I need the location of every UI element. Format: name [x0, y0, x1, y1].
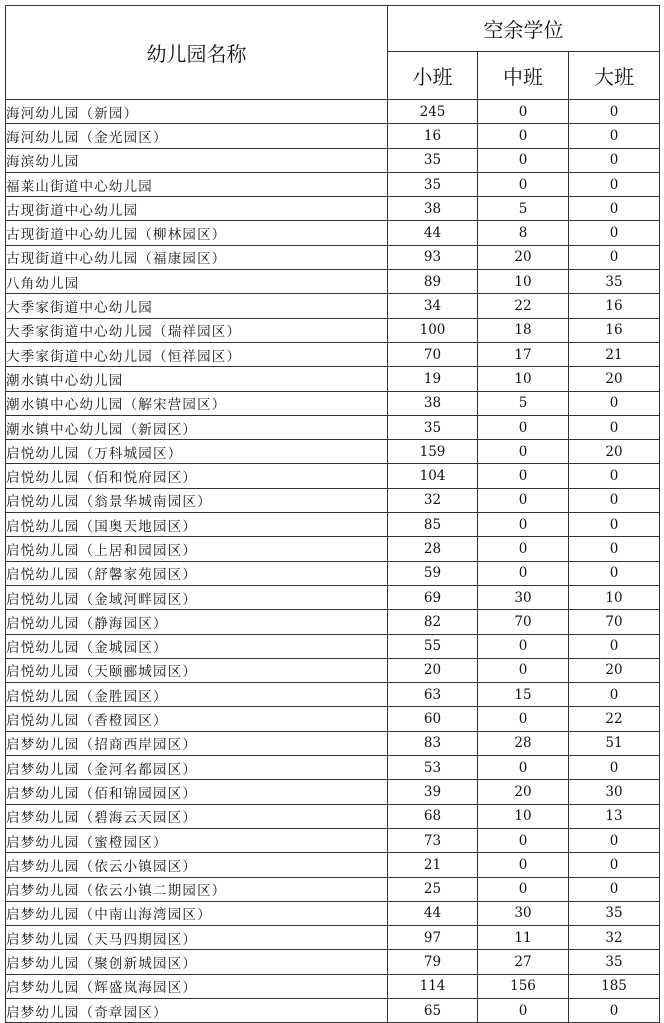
table-row: [6, 950, 660, 974]
middle-class-cell: 5: [478, 197, 569, 221]
small-class-cell: 93: [388, 245, 478, 269]
small-class-cell: 59: [388, 561, 478, 585]
middle-class-cell: 20: [478, 780, 569, 804]
kindergarten-name-cell: 启梦幼儿园（天马四期园区）: [6, 926, 388, 950]
large-class-cell: 185: [569, 974, 660, 998]
large-class-cell: 0: [569, 464, 660, 488]
small-class-cell: 53: [388, 756, 478, 780]
kindergarten-name-cell: 启悦幼儿园（万科城园区）: [6, 440, 388, 464]
large-class-cell: 35: [569, 901, 660, 925]
large-class-cell: 35: [569, 950, 660, 974]
small-class-cell: 25: [388, 877, 478, 901]
kindergarten-name-cell: 启悦幼儿园（上居和园园区）: [6, 537, 388, 561]
middle-class-cell: 15: [478, 683, 569, 707]
middle-class-cell: 30: [478, 901, 569, 925]
table-row: [6, 513, 660, 537]
middle-class-cell: 10: [478, 367, 569, 391]
small-class-cell: 245: [388, 100, 478, 124]
middle-class-cell: 28: [478, 731, 569, 755]
kindergarten-name-cell: 启悦幼儿园（舒馨家苑园区）: [6, 561, 388, 585]
small-class-cell: 159: [388, 440, 478, 464]
table-row: [6, 415, 660, 439]
header-small-class: 小班: [388, 52, 478, 100]
middle-class-cell: 11: [478, 926, 569, 950]
small-class-cell: 20: [388, 658, 478, 682]
kindergarten-name-cell: 古现街道中心幼儿园: [6, 197, 388, 221]
table-row: [6, 683, 660, 707]
kindergarten-name-cell: 海滨幼儿园: [6, 148, 388, 172]
middle-class-cell: 22: [478, 294, 569, 318]
table-header: [6, 6, 660, 100]
middle-class-cell: 30: [478, 585, 569, 609]
kindergarten-name-cell: 古现街道中心幼儿园（柳林园区）: [6, 221, 388, 245]
kindergarten-name-cell: 启悦幼儿园（国奥天地园区）: [6, 513, 388, 537]
table-row: [6, 464, 660, 488]
kindergarten-name-cell: 启悦幼儿园（金城园区）: [6, 634, 388, 658]
table-row: [6, 172, 660, 196]
large-class-cell: 70: [569, 610, 660, 634]
small-class-cell: 32: [388, 488, 478, 512]
kindergarten-name-cell: 启悦幼儿园（天颐郦城园区）: [6, 658, 388, 682]
table-row: [6, 901, 660, 925]
table-row: [6, 707, 660, 731]
small-class-cell: 39: [388, 780, 478, 804]
middle-class-cell: 0: [478, 124, 569, 148]
table-row: [6, 124, 660, 148]
large-class-cell: 30: [569, 780, 660, 804]
table-row: [6, 756, 660, 780]
small-class-cell: 60: [388, 707, 478, 731]
large-class-cell: 0: [569, 634, 660, 658]
small-class-cell: 68: [388, 804, 478, 828]
kindergarten-name-cell: 启梦幼儿园（招商西岸园区）: [6, 731, 388, 755]
table-row: [6, 367, 660, 391]
large-class-cell: 0: [569, 853, 660, 877]
large-class-cell: 10: [569, 585, 660, 609]
small-class-cell: 16: [388, 124, 478, 148]
kindergarten-name-cell: 八角幼儿园: [6, 270, 388, 294]
middle-class-cell: 0: [478, 634, 569, 658]
table-row: [6, 877, 660, 901]
middle-class-cell: 0: [478, 148, 569, 172]
large-class-cell: 0: [569, 124, 660, 148]
large-class-cell: 20: [569, 658, 660, 682]
kindergarten-name-cell: 启悦幼儿园（金胜园区）: [6, 683, 388, 707]
table-row: [6, 342, 660, 366]
middle-class-cell: 17: [478, 342, 569, 366]
kindergarten-name-cell: 启悦幼儿园（翁景华城南园区）: [6, 488, 388, 512]
middle-class-cell: 0: [478, 853, 569, 877]
small-class-cell: 104: [388, 464, 478, 488]
middle-class-cell: 0: [478, 100, 569, 124]
middle-class-cell: 70: [478, 610, 569, 634]
table-row: [6, 853, 660, 877]
large-class-cell: 0: [569, 513, 660, 537]
small-class-cell: 83: [388, 731, 478, 755]
middle-class-cell: 0: [478, 488, 569, 512]
middle-class-cell: 0: [478, 707, 569, 731]
small-class-cell: 65: [388, 998, 478, 1022]
middle-class-cell: 0: [478, 877, 569, 901]
large-class-cell: 0: [569, 148, 660, 172]
small-class-cell: 19: [388, 367, 478, 391]
kindergarten-name-cell: 海河幼儿园（新园）: [6, 100, 388, 124]
middle-class-cell: 0: [478, 464, 569, 488]
kindergarten-name-cell: 启梦幼儿园（聚创新城园区）: [6, 950, 388, 974]
small-class-cell: 69: [388, 585, 478, 609]
table-row: [6, 998, 660, 1022]
middle-class-cell: 0: [478, 537, 569, 561]
table-row: [6, 440, 660, 464]
kindergarten-name-cell: 启梦幼儿园（碧海云天园区）: [6, 804, 388, 828]
kindergarten-name-cell: 启梦幼儿园（依云小镇园区）: [6, 853, 388, 877]
small-class-cell: 35: [388, 415, 478, 439]
large-class-cell: 0: [569, 415, 660, 439]
table-body: [6, 100, 660, 1023]
table-row: [6, 221, 660, 245]
header-vacant-places: 空余学位: [388, 6, 660, 52]
middle-class-cell: 0: [478, 756, 569, 780]
table-row: [6, 658, 660, 682]
table-row: [6, 318, 660, 342]
header-middle-class: 中班: [478, 52, 569, 100]
kindergarten-name-cell: 潮水镇中心幼儿园（新园区）: [6, 415, 388, 439]
table-row: [6, 245, 660, 269]
table-row: [6, 537, 660, 561]
kindergarten-name-cell: 启悦幼儿园（金域河畔园区）: [6, 585, 388, 609]
large-class-cell: 32: [569, 926, 660, 950]
large-class-cell: 0: [569, 221, 660, 245]
small-class-cell: 44: [388, 901, 478, 925]
middle-class-cell: 0: [478, 658, 569, 682]
table-row: [6, 294, 660, 318]
kindergarten-name-cell: 潮水镇中心幼儿园（解宋营园区）: [6, 391, 388, 415]
small-class-cell: 70: [388, 342, 478, 366]
table-row: [6, 585, 660, 609]
kindergarten-name-cell: 启悦幼儿园（佰和悦府园区）: [6, 464, 388, 488]
kindergarten-name-cell: 启梦幼儿园（佰和锦园园区）: [6, 780, 388, 804]
kindergarten-name-cell: 大季家街道中心幼儿园: [6, 294, 388, 318]
small-class-cell: 114: [388, 974, 478, 998]
kindergarten-name-cell: 古现街道中心幼儿园（福康园区）: [6, 245, 388, 269]
middle-class-cell: 0: [478, 561, 569, 585]
kindergarten-name-cell: 大季家街道中心幼儿园（恒祥园区）: [6, 342, 388, 366]
large-class-cell: 16: [569, 294, 660, 318]
middle-class-cell: 0: [478, 172, 569, 196]
middle-class-cell: 27: [478, 950, 569, 974]
small-class-cell: 44: [388, 221, 478, 245]
middle-class-cell: 0: [478, 440, 569, 464]
table-row: [6, 148, 660, 172]
middle-class-cell: 0: [478, 415, 569, 439]
middle-class-cell: 20: [478, 245, 569, 269]
kindergarten-name-cell: 启梦幼儿园（金河名都园区）: [6, 756, 388, 780]
table-row: [6, 974, 660, 998]
large-class-cell: 0: [569, 172, 660, 196]
table-row: [6, 488, 660, 512]
kindergarten-name-cell: 启悦幼儿园（香橙园区）: [6, 707, 388, 731]
kindergarten-name-cell: 潮水镇中心幼儿园: [6, 367, 388, 391]
kindergarten-name-cell: 大季家街道中心幼儿园（瑞祥园区）: [6, 318, 388, 342]
large-class-cell: 0: [569, 683, 660, 707]
middle-class-cell: 18: [478, 318, 569, 342]
kindergarten-name-cell: 启梦幼儿园（蜜橙园区）: [6, 828, 388, 852]
small-class-cell: 38: [388, 197, 478, 221]
small-class-cell: 82: [388, 610, 478, 634]
table-row: [6, 634, 660, 658]
middle-class-cell: 0: [478, 513, 569, 537]
large-class-cell: 0: [569, 756, 660, 780]
kindergarten-name-cell: 海河幼儿园（金光园区）: [6, 124, 388, 148]
small-class-cell: 73: [388, 828, 478, 852]
table-row: [6, 828, 660, 852]
small-class-cell: 38: [388, 391, 478, 415]
small-class-cell: 79: [388, 950, 478, 974]
large-class-cell: 13: [569, 804, 660, 828]
small-class-cell: 63: [388, 683, 478, 707]
small-class-cell: 85: [388, 513, 478, 537]
large-class-cell: 0: [569, 245, 660, 269]
large-class-cell: 0: [569, 391, 660, 415]
kindergarten-name-cell: 启梦幼儿园（奇章园区）: [6, 998, 388, 1022]
small-class-cell: 34: [388, 294, 478, 318]
middle-class-cell: 5: [478, 391, 569, 415]
small-class-cell: 35: [388, 148, 478, 172]
table-row: [6, 561, 660, 585]
large-class-cell: 16: [569, 318, 660, 342]
large-class-cell: 0: [569, 197, 660, 221]
kindergarten-name-cell: 启悦幼儿园（静海园区）: [6, 610, 388, 634]
kindergarten-name-cell: 启梦幼儿园（中南山海湾园区）: [6, 901, 388, 925]
large-class-cell: 0: [569, 537, 660, 561]
header-large-class: 大班: [569, 52, 660, 100]
kindergarten-name-cell: 启梦幼儿园（辉盛岚海园区）: [6, 974, 388, 998]
large-class-cell: 0: [569, 877, 660, 901]
small-class-cell: 100: [388, 318, 478, 342]
kindergarten-name-cell: 启梦幼儿园（依云小镇二期园区）: [6, 877, 388, 901]
table-row: [6, 391, 660, 415]
table-row: [6, 100, 660, 124]
middle-class-cell: 10: [478, 270, 569, 294]
large-class-cell: 21: [569, 342, 660, 366]
large-class-cell: 0: [569, 828, 660, 852]
large-class-cell: 20: [569, 440, 660, 464]
small-class-cell: 55: [388, 634, 478, 658]
table-row: [6, 804, 660, 828]
table-row: [6, 780, 660, 804]
large-class-cell: 0: [569, 998, 660, 1022]
large-class-cell: 0: [569, 561, 660, 585]
middle-class-cell: 0: [478, 998, 569, 1022]
small-class-cell: 21: [388, 853, 478, 877]
large-class-cell: 20: [569, 367, 660, 391]
middle-class-cell: 0: [478, 828, 569, 852]
table-row: [6, 610, 660, 634]
large-class-cell: 0: [569, 488, 660, 512]
large-class-cell: 22: [569, 707, 660, 731]
small-class-cell: 89: [388, 270, 478, 294]
middle-class-cell: 156: [478, 974, 569, 998]
small-class-cell: 97: [388, 926, 478, 950]
large-class-cell: 35: [569, 270, 660, 294]
small-class-cell: 35: [388, 172, 478, 196]
table-row: [6, 197, 660, 221]
middle-class-cell: 10: [478, 804, 569, 828]
vacancy-table: [5, 5, 660, 1023]
header-kindergarten-name: 幼儿园名称: [6, 6, 388, 100]
large-class-cell: 51: [569, 731, 660, 755]
middle-class-cell: 8: [478, 221, 569, 245]
table-row: [6, 926, 660, 950]
table-row: [6, 731, 660, 755]
table-row: [6, 270, 660, 294]
kindergarten-name-cell: 福莱山街道中心幼儿园: [6, 172, 388, 196]
large-class-cell: 0: [569, 100, 660, 124]
small-class-cell: 28: [388, 537, 478, 561]
